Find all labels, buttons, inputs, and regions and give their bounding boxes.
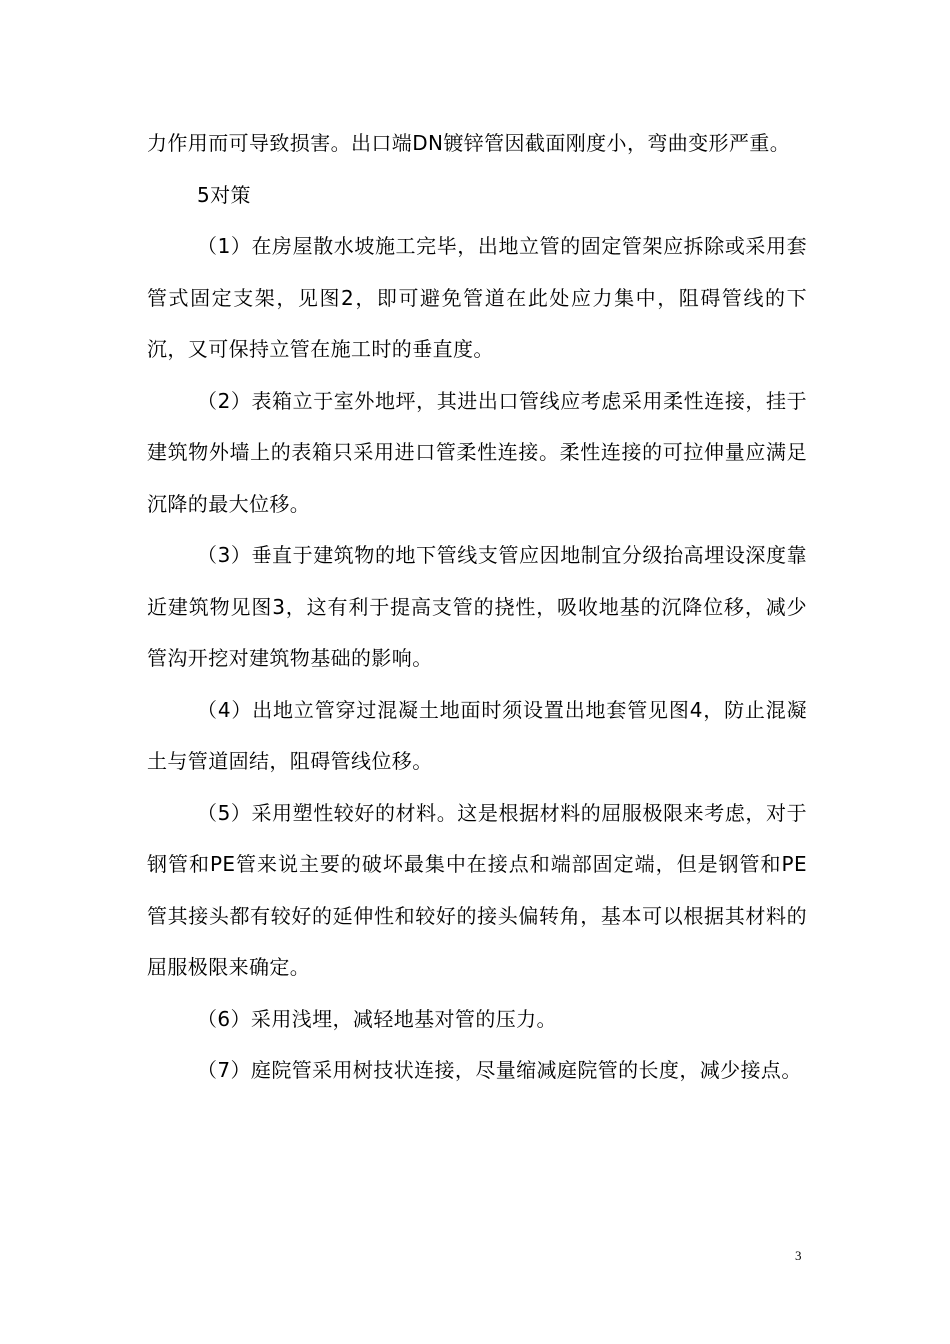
- section-heading: 5对策: [197, 182, 251, 207]
- paragraph-item-6: （6）采用浅埋，减轻地基对管的压力。: [197, 1006, 557, 1031]
- paragraph-item-1: （1）在房屋散水坡施工完毕，出地立管的固定管架应拆除或采用套管式固定支架，见图2，即可避免管道在此处应力集中，阻碍管线的下沉，又可保持立管在施工时的垂直度。: [147, 234, 807, 361]
- paragraph-item-7: （7）庭院管采用树技状连接，尽量缩减庭院管的长度，减少接点。: [197, 1058, 802, 1082]
- page-number: 3: [795, 1248, 802, 1263]
- paragraph-item-5: （5）采用塑性较好的材料。这是根据材料的屈服极限来考虑，对于钢管和PE管来说主要的破坏最集中在接点和端部固定端，但是钢管和PE管其接头都有较好的延伸性和较好的接头偏转角，基本可以根据其材料的屈服极限来确定。: [147, 800, 807, 979]
- paragraph-item-2: （2）表箱立于室外地坪，其进出口管线应考虑采用柔性连接，挂于建筑物外墙上的表箱只采用进口管柔性连接。柔性连接的可拉伸量应满足沉降的最大位移。: [147, 388, 807, 516]
- paragraph-item-3: （3）垂直于建筑物的地下管线支管应因地制宜分级抬高埋设深度靠近建筑物见图3，这有利于提高支管的挠性，吸收地基的沉降位移，减少管沟开挖对建筑物基础的影响。: [147, 543, 807, 670]
- paragraph-item-4: （4）出地立管穿过混凝土地面时须设置出地套管见图4，防止混凝土与管道固结，阻碍管线位移。: [147, 697, 807, 773]
- body-text: [147, 118, 807, 1097]
- paragraph-continuation: 力作用而可导致损害。出口端DN镀锌管因截面刚度小，弯曲变形严重。: [147, 131, 791, 155]
